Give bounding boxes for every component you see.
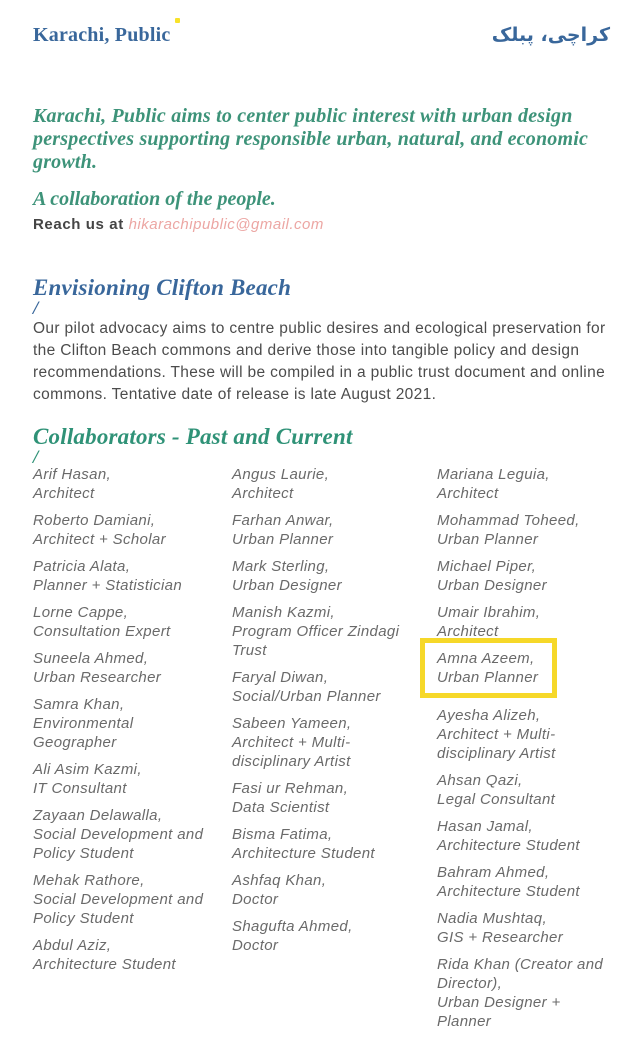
- mission-statement: Karachi, Public aims to center public interest with urban design perspectives supporting responsible urban, natural, and economic growth.: [33, 105, 589, 173]
- collaborator-entry: [437, 511, 611, 549]
- collaborator-entry: [33, 936, 205, 974]
- collaborator-entry: [437, 909, 611, 947]
- collaborator-name: Nadia Mushtaq,: [437, 910, 547, 927]
- collaborator-role: Architect: [33, 485, 95, 502]
- collaborator-entry: [232, 668, 410, 706]
- collaborator-entry: [232, 511, 410, 549]
- collaborator-name: Mohammad Toheed,: [437, 512, 580, 529]
- section-slash: /: [33, 447, 39, 468]
- collaborator-name: Roberto Damiani,: [33, 512, 156, 529]
- collaborator-role: Doctor: [232, 937, 279, 954]
- collaborator-role: Social Development and Policy Student: [33, 891, 204, 927]
- collaborator-name: Amna Azeem,: [437, 650, 535, 667]
- collaborator-role: Social/Urban Planner: [232, 688, 381, 705]
- collaborator-name: Arif Hasan,: [33, 466, 112, 483]
- collaborator-entry: [232, 825, 410, 863]
- collaborator-role: Urban Designer + Planner: [437, 994, 561, 1030]
- collaborator-name: Shagufta Ahmed,: [232, 918, 353, 935]
- collaborator-entry: [232, 779, 410, 817]
- collaborator-entry: [437, 817, 611, 855]
- collaborator-entry: [232, 557, 410, 595]
- contact-line: [33, 215, 610, 234]
- collaborator-entry: [232, 917, 410, 955]
- collaborator-name: Faryal Diwan,: [232, 669, 329, 686]
- collaborator-name: Angus Laurie,: [232, 466, 330, 483]
- site-title-urdu: کراچی، پبلک: [491, 24, 610, 46]
- collaborator-role: Architect + Multi-disciplinary Artist: [437, 726, 556, 762]
- collaborator-name: Lorne Cappe,: [33, 604, 129, 621]
- collaborator-name: Bisma Fatima,: [232, 826, 333, 843]
- tagline: A collaboration of the people.: [33, 188, 276, 210]
- collaborator-role: Architecture Student: [437, 883, 580, 900]
- collaborator-role: Data Scientist: [232, 799, 330, 816]
- collaborator-role: Urban Researcher: [33, 669, 162, 686]
- collaborator-role: Architecture Student: [232, 845, 375, 862]
- collaborator-name: Mariana Leguia,: [437, 466, 550, 483]
- collaborator-role: Planner + Statistician: [33, 577, 183, 594]
- collaborator-role: Urban Designer: [232, 577, 342, 594]
- collaborator-role: Consultation Expert: [33, 623, 171, 640]
- collaborator-entry: [33, 511, 205, 549]
- contact-prefix: Reach us at: [33, 216, 129, 233]
- collaborators-heading: Collaborators - Past and Current: [33, 424, 353, 449]
- collaborator-name: Zayaan Delawalla,: [33, 807, 163, 824]
- collaborator-column: [437, 465, 611, 1039]
- project-section: [33, 275, 610, 406]
- collaborators-section: [33, 424, 610, 1039]
- collaborator-role: Architect + Scholar: [33, 531, 166, 548]
- collaborator-name: Bahram Ahmed,: [437, 864, 550, 881]
- collaborator-entry: [232, 465, 410, 503]
- collaborator-role: Architecture Student: [437, 837, 580, 854]
- collaborator-name: Patricia Alata,: [33, 558, 131, 575]
- accent-dot-icon: [175, 18, 180, 23]
- collaborator-entry: [437, 955, 611, 1031]
- collaborator-role: Environmental Geographer: [33, 715, 134, 751]
- collaborator-entry: [437, 557, 611, 595]
- collaborator-role: Architect: [437, 623, 499, 640]
- collaborators-grid: [33, 465, 610, 1039]
- collaborator-role: GIS + Researcher: [437, 929, 564, 946]
- collaborator-role: Doctor: [232, 891, 279, 908]
- collaborator-entry-highlighted: [420, 638, 557, 698]
- collaborator-name: Ayesha Alizeh,: [437, 707, 541, 724]
- collaborator-name: Ashfaq Khan,: [232, 872, 327, 889]
- collaborator-entry: [232, 603, 410, 660]
- collaborator-entry: [33, 695, 205, 752]
- site-title: Karachi, Public: [33, 24, 171, 46]
- collaborator-entry: [437, 706, 611, 763]
- collaborator-name: Mehak Rathore,: [33, 872, 145, 889]
- collaborator-name: Ahsan Qazi,: [437, 772, 523, 789]
- project-description: Our pilot advocacy aims to centre public desires and ecological preservation for the Clifton Beach commons and derive those into tangible policy and design recommendations. These will be compiled in a public trust document and online commons. Tentative date of release is late August 2021.: [33, 320, 606, 403]
- collaborator-name: Rida Khan (Creator and Director),: [437, 956, 604, 992]
- collaborator-entry: [33, 465, 205, 503]
- collaborator-entry: [437, 603, 611, 641]
- collaborator-role: Architect: [232, 485, 294, 502]
- collaborator-name: Abdul Aziz,: [33, 937, 112, 954]
- header: [33, 22, 610, 48]
- collaborator-entry: [33, 557, 205, 595]
- collaborator-role: Architecture Student: [33, 956, 176, 973]
- collaborator-entry: [232, 714, 410, 771]
- collaborator-role: Legal Consultant: [437, 791, 556, 808]
- collaborator-role: IT Consultant: [33, 780, 127, 797]
- collaborator-name: Michael Piper,: [437, 558, 537, 575]
- collaborator-column: [33, 465, 205, 982]
- collaborator-role: Urban Planner: [437, 669, 539, 686]
- collaborator-column: [232, 465, 410, 963]
- collaborator-name: Ali Asim Kazmi,: [33, 761, 142, 778]
- collaborator-name: Umair Ibrahim,: [437, 604, 541, 621]
- collaborator-role: Architect: [437, 485, 499, 502]
- collaborator-entry: [232, 871, 410, 909]
- collaborator-entry: [33, 760, 205, 798]
- collaborator-name: Suneela Ahmed,: [33, 650, 149, 667]
- collaborator-entry: [33, 649, 205, 687]
- collaborator-entry: [437, 465, 611, 503]
- collaborator-role: Social Development and Policy Student: [33, 826, 204, 862]
- project-heading: Envisioning Clifton Beach: [33, 275, 292, 300]
- section-slash: /: [33, 298, 39, 319]
- collaborator-role: Program Officer Zindagi Trust: [232, 623, 400, 659]
- collaborator-entry: [33, 603, 205, 641]
- collaborator-name: Manish Kazmi,: [232, 604, 335, 621]
- contact-email-link[interactable]: hikarachipublic@gmail.com: [128, 216, 324, 233]
- collaborator-role: Architect + Multi-disciplinary Artist: [232, 734, 351, 770]
- collaborator-name: Sabeen Yameen,: [232, 715, 352, 732]
- collaborator-name: Farhan Anwar,: [232, 512, 334, 529]
- collaborator-name: Fasi ur Rehman,: [232, 780, 349, 797]
- collaborator-role: Urban Designer: [437, 577, 547, 594]
- collaborator-name: Samra Khan,: [33, 696, 125, 713]
- collaborator-role: Urban Planner: [437, 531, 539, 548]
- collaborator-entry: [437, 771, 611, 809]
- collaborator-name: Hasan Jamal,: [437, 818, 533, 835]
- collaborator-entry: [437, 863, 611, 901]
- collaborator-entry: [33, 871, 205, 928]
- collaborator-entry: [33, 806, 205, 863]
- collaborator-role: Urban Planner: [232, 531, 334, 548]
- collaborator-name: Mark Sterling,: [232, 558, 330, 575]
